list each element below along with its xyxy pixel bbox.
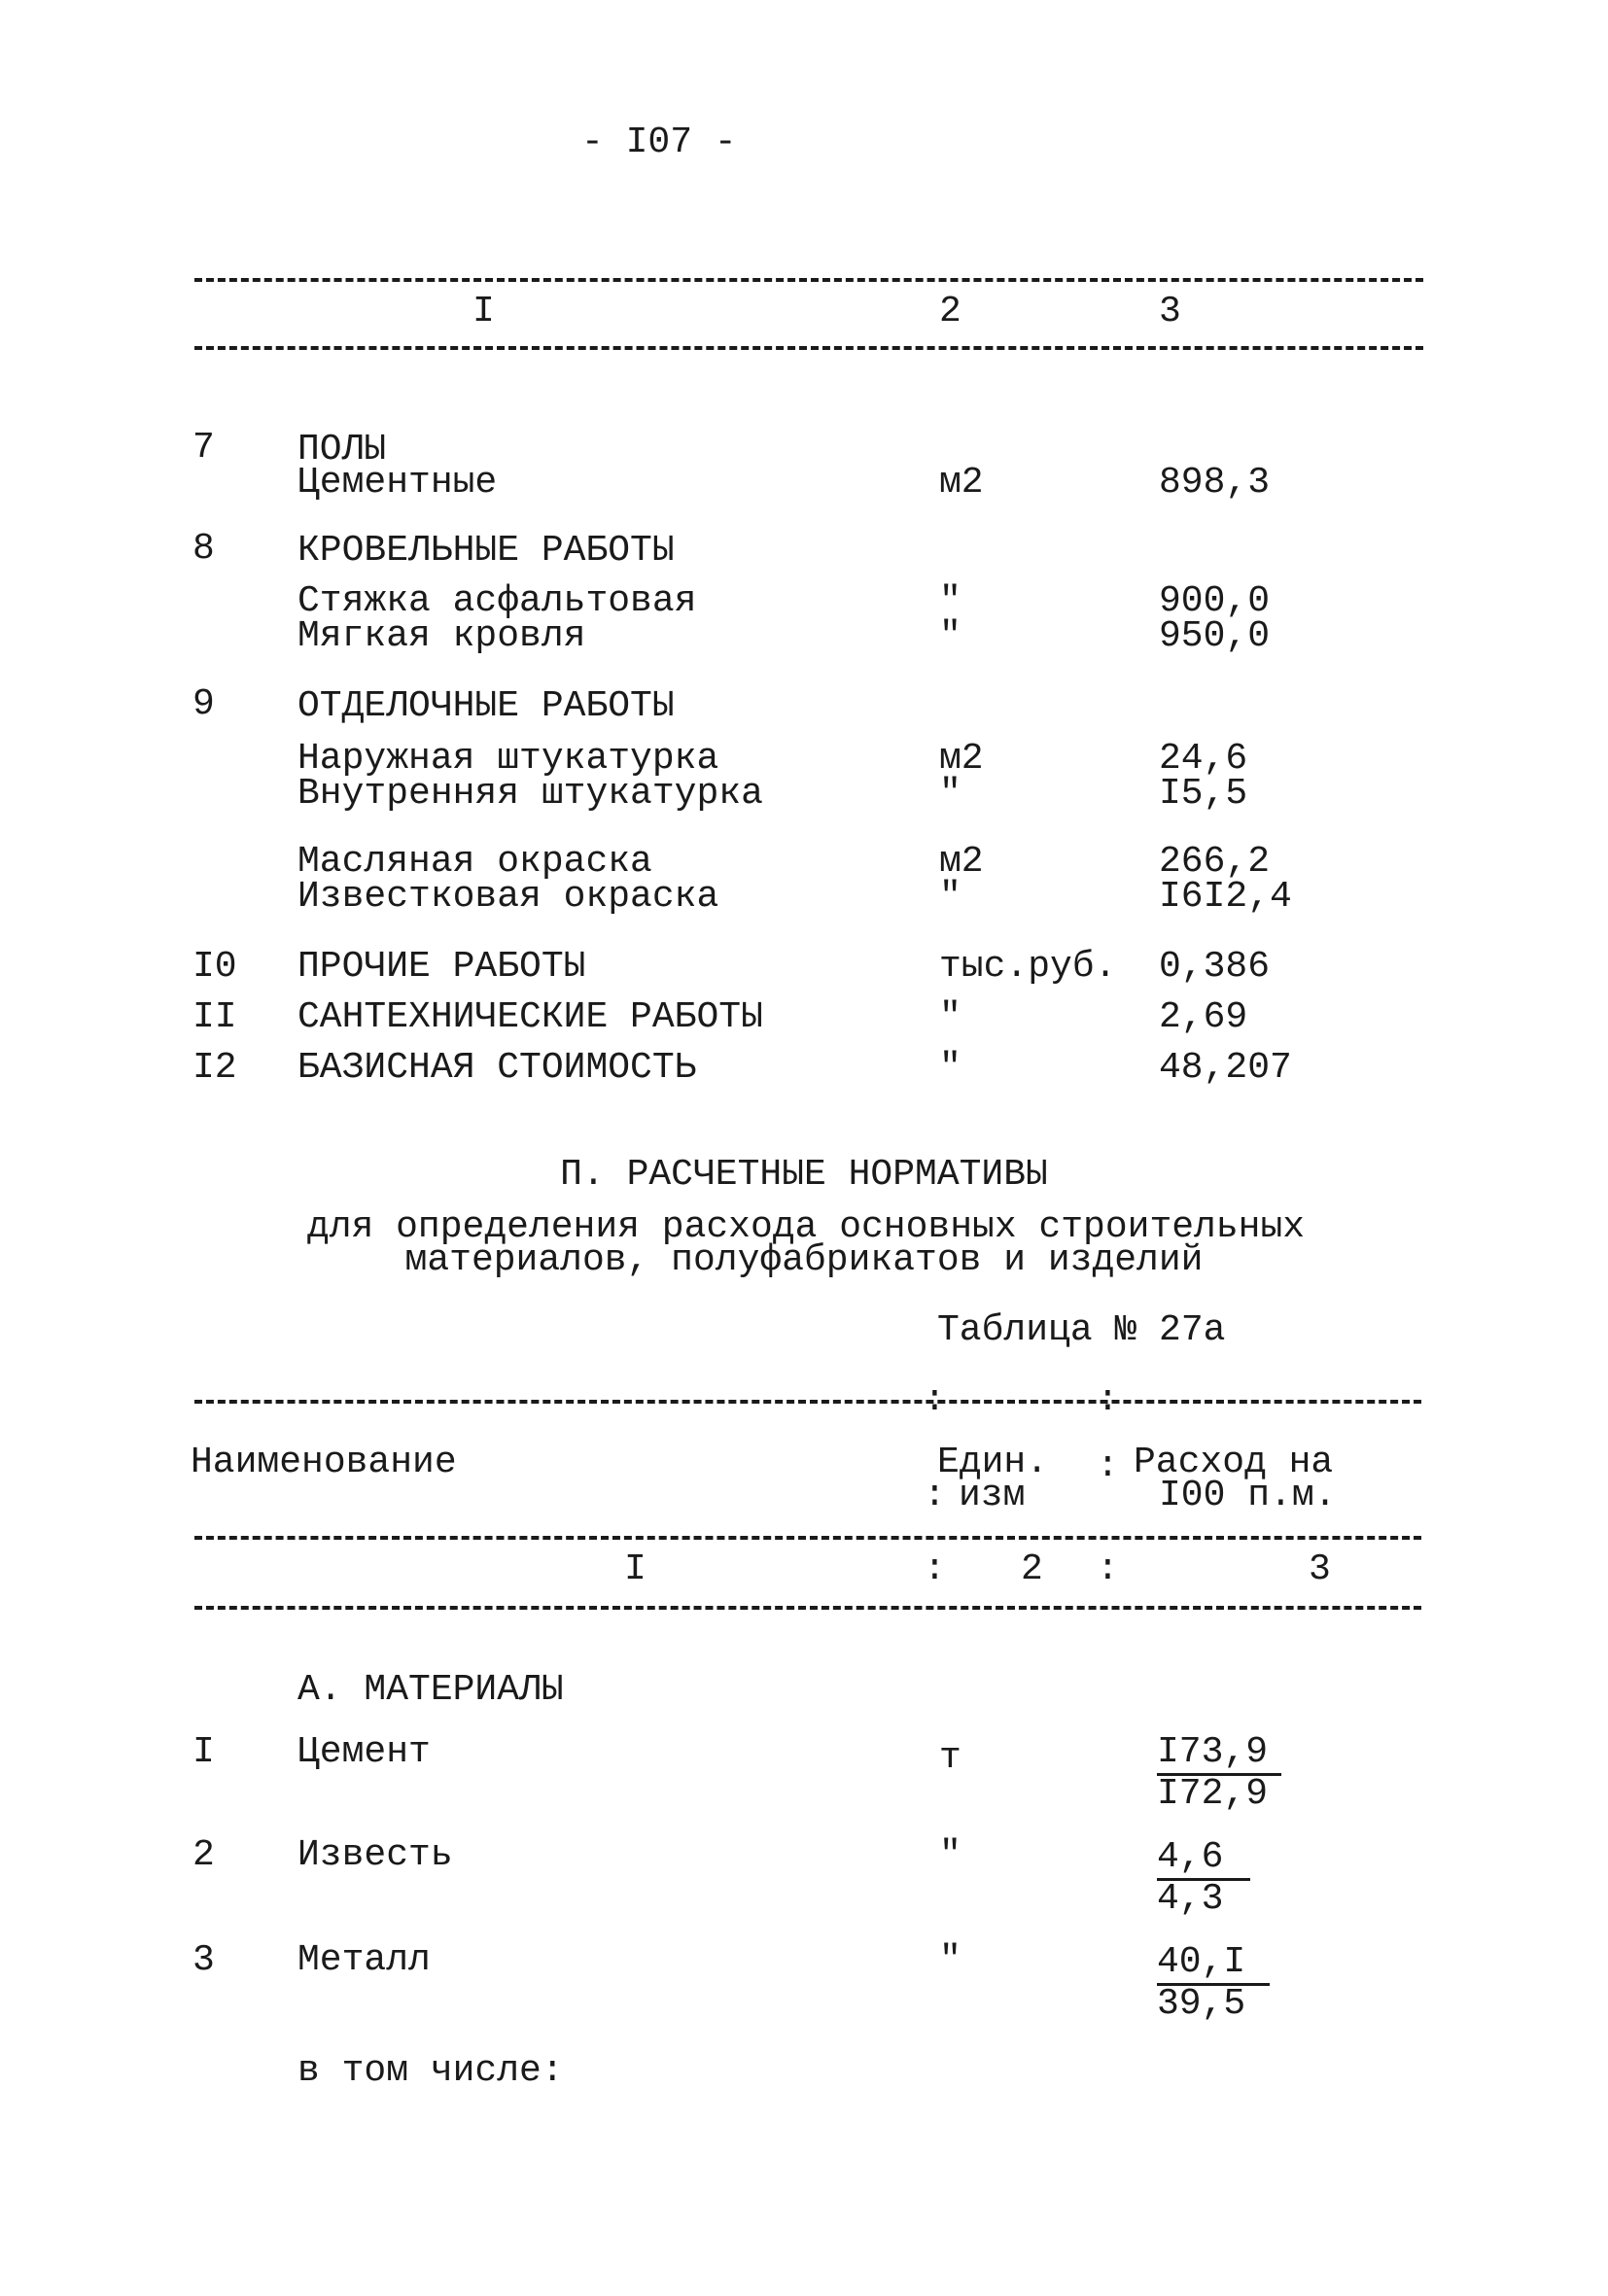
row-number: 3 [192,1939,215,1981]
row-name: Наружная штукатурка [297,738,719,780]
row-value-fraction [1157,1941,1270,2025]
row-number: 9 [192,683,215,725]
row-unit: тыс.руб. [939,946,1117,988]
row-number: I [192,1731,215,1773]
row-name: САНТЕХНИЧЕСКИЕ РАБОТЫ [297,996,763,1038]
row-number: I2 [192,1047,237,1089]
row-value: 2,69 [1159,996,1248,1038]
row-value: 0,386 [1159,946,1271,988]
value-numerator: 40,I [1157,1944,1270,1986]
section-subtitle-line1: для определения расхода основных строительных [306,1206,1306,1248]
row-unit: " [939,876,961,918]
table2-colnum-rule [194,1606,1421,1610]
table2-header-rule [194,1536,1421,1540]
row-number: I0 [192,946,237,988]
row-title: КРОВЕЛЬНЫЕ РАБОТЫ [297,530,675,572]
table-label: Таблица № 27а [937,1309,1226,1351]
row-name: Известковая окраска [297,876,719,918]
row-value: I5,5 [1159,773,1248,815]
table2-header-unit-line1: Един. [937,1442,1049,1483]
row-name: Цементные [297,462,498,504]
table1-top-rule [194,278,1423,282]
row-name: Масляная окраска [297,841,652,883]
row-unit: м2 [939,462,984,504]
table1-header-col2: 2 [939,291,961,332]
row-value-fraction [1157,1731,1281,1815]
table2-col-separator: : [924,1475,946,1516]
footer-note: в том числе: [297,2050,564,2092]
value-numerator: 4,6 [1157,1839,1250,1881]
row-name: БАЗИСНАЯ СТОИМОСТЬ [297,1047,697,1089]
value-numerator: I73,9 [1157,1734,1281,1776]
row-unit: " [939,996,961,1038]
group-title: А. МАТЕРИАЛЫ [297,1669,564,1711]
table2-colnum-3: 3 [1309,1548,1331,1590]
row-name: Внутренняя штукатурка [297,773,763,815]
row-number: II [192,996,237,1038]
row-unit: " [939,1939,961,1981]
row-value-fraction [1157,1836,1250,1920]
page-number: - I07 - [581,122,737,163]
row-unit: " [939,1834,961,1876]
row-unit: т [939,1737,961,1779]
row-unit: " [939,1047,961,1089]
value-denominator: I72,9 [1157,1773,1269,1815]
row-number: 8 [192,528,215,570]
row-value: 48,207 [1159,1047,1292,1089]
row-value: 950,0 [1159,615,1271,657]
row-unit: м2 [939,738,984,780]
table2-header-name: Наименование [191,1442,457,1483]
table2-col-separator: : [1097,1445,1119,1487]
row-title: ПОЛЫ [297,429,387,470]
row-title: ОТДЕЛОЧНЫЕ РАБОТЫ [297,685,675,727]
table2-colnum-1: I [624,1548,647,1590]
row-value: 898,3 [1159,462,1271,504]
table2-top-rule [194,1400,1421,1404]
row-name: Металл [297,1939,431,1981]
row-name: ПРОЧИЕ РАБОТЫ [297,946,586,988]
table2-col-separator: : [924,1379,946,1421]
row-name: Стяжка асфальтовая [297,580,697,622]
table2-col-separator: : [1097,1548,1119,1590]
row-value: 900,0 [1159,580,1271,622]
row-value: I6I2,4 [1159,876,1292,918]
row-name: Цемент [297,1731,431,1773]
row-unit: " [939,580,961,622]
row-value: 266,2 [1159,841,1271,883]
row-unit: " [939,773,961,815]
table2-col-separator: : [924,1548,946,1590]
table2-header-value-line1: Расход на [1134,1442,1334,1483]
value-denominator: 39,5 [1157,1983,1246,2025]
row-unit: " [939,615,961,657]
section-subtitle-line2: материалов, полуфабрикатов и изделий [404,1239,1204,1281]
row-number: 2 [192,1834,215,1876]
value-denominator: 4,3 [1157,1878,1224,1920]
section-title: П. РАСЧЕТНЫЕ НОРМАТИВЫ [560,1154,1048,1196]
row-name: Мягкая кровля [297,615,586,657]
table2-header-value-line2: I00 п.м. [1159,1475,1337,1516]
table2-colnum-2: 2 [1021,1548,1043,1590]
table2-header-unit-line2: изм [959,1475,1026,1516]
table1-header-col3: 3 [1159,291,1181,332]
table1-header-col1: I [472,291,495,332]
row-unit: м2 [939,841,984,883]
row-number: 7 [192,427,215,469]
row-name: Известь [297,1834,453,1876]
row-value: 24,6 [1159,738,1248,780]
table1-header-rule [194,346,1423,350]
table2-col-separator: : [1097,1379,1119,1421]
